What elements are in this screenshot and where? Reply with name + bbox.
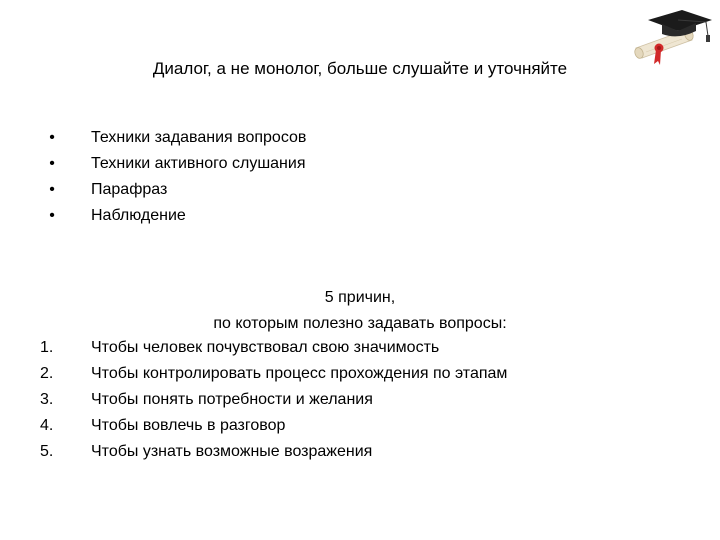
reason-text: Чтобы человек почувствовал свою значимость <box>91 339 440 356</box>
bullet-text: Техники задавания вопросов <box>91 129 307 146</box>
reason-text: Чтобы вовлечь в разговор <box>91 417 286 434</box>
bullet-marker: • <box>49 155 55 172</box>
list-number: 1. <box>40 339 54 356</box>
reason-text: Чтобы контролировать процесс прохождения по этапам <box>91 365 508 382</box>
bullet-text: Парафраз <box>91 181 168 198</box>
list-number: 4. <box>40 417 54 434</box>
list-number: 5. <box>40 443 54 460</box>
list-number: 3. <box>40 391 54 408</box>
bullet-marker: • <box>49 207 55 224</box>
bullet-text: Наблюдение <box>91 207 186 224</box>
slide-title: Диалог, а не монолог, больше слушайте и уточняйте <box>152 59 568 78</box>
bullet-marker: • <box>49 181 55 198</box>
bullet-marker: • <box>49 129 55 146</box>
reason-text: Чтобы понять потребности и желания <box>91 391 373 408</box>
reason-text: Чтобы узнать возможные возражения <box>91 443 373 460</box>
reasons-heading-line1: 5 причин, <box>324 289 396 306</box>
bullet-text: Техники активного слушания <box>91 155 306 172</box>
list-number: 2. <box>40 365 54 382</box>
reasons-heading-line2: по которым полезно задавать вопросы: <box>213 315 507 332</box>
